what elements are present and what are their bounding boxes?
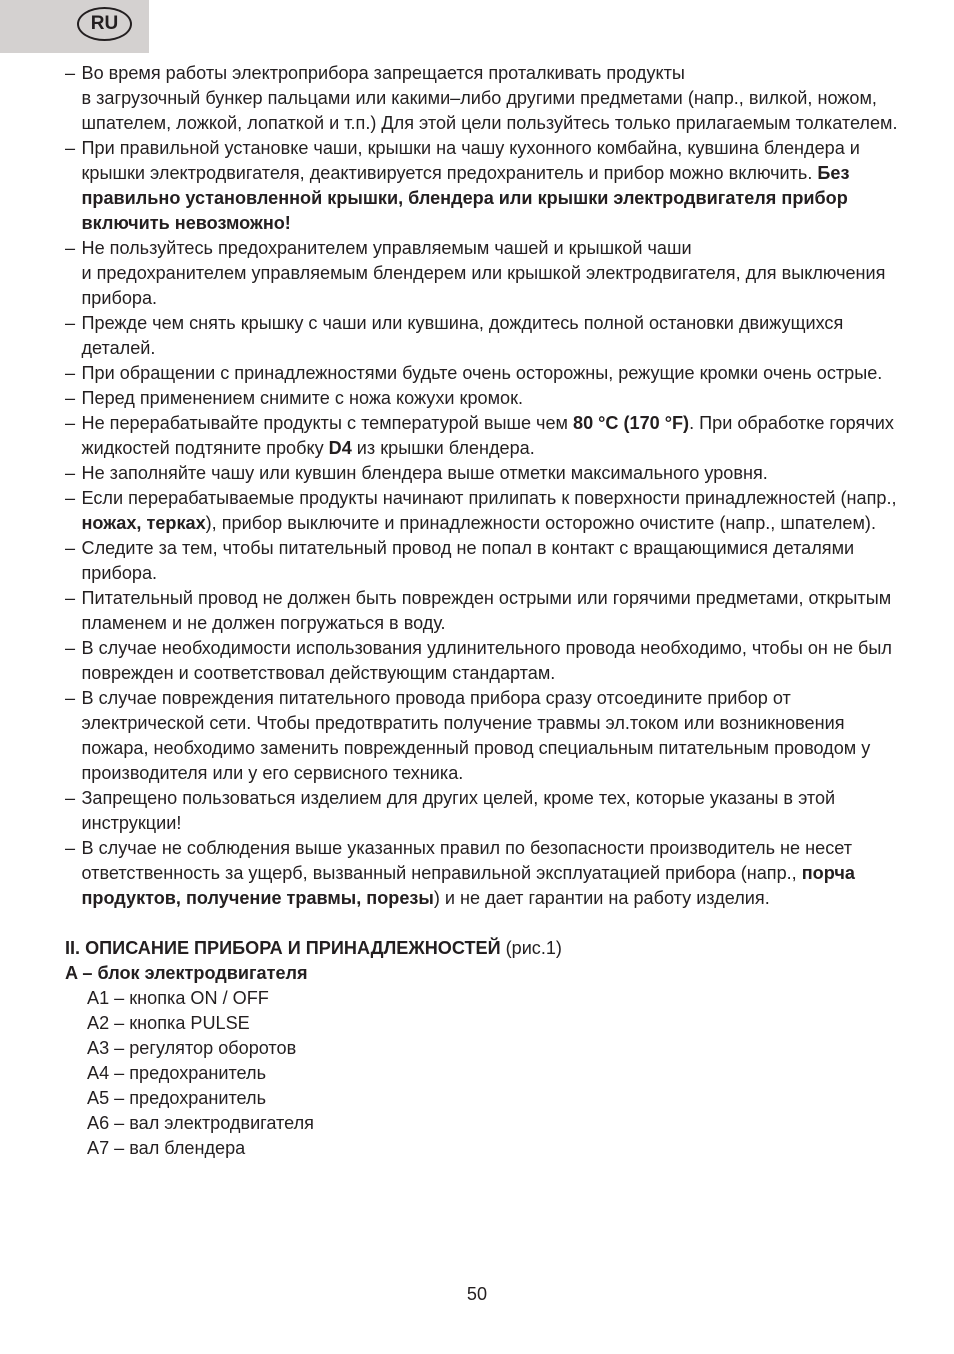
list-dash: –	[65, 838, 76, 858]
safety-rule	[65, 786, 905, 836]
part-item: A4 – предохранитель	[87, 1063, 266, 1083]
rule-text: Прежде чем снять крышку с чаши или кувшина, дождитесь полной остановки движущихся деталей.	[81, 313, 844, 358]
safety-rule	[65, 236, 905, 311]
safety-rule	[65, 586, 905, 636]
list-dash: –	[65, 788, 76, 808]
list-dash: –	[65, 588, 76, 608]
rule-text: При обращении с принадлежностями будьте очень осторожны, режущие кромки очень острые.	[81, 363, 883, 383]
document-body	[65, 61, 905, 1161]
list-dash: –	[65, 688, 76, 708]
rule-text: Питательный провод не должен быть поврежден острыми или горячими предметами, открытым пламенем и не должен погружаться в воду.	[81, 588, 892, 633]
emphasis-text: 80 °C (170 °F)	[573, 413, 690, 433]
rule-text: В случае повреждения питательного провода прибора сразу отсоедините прибор от электрической сети. Чтобы предотвратить получение травмы эл.током или возникновения пожара, необходимо заменить поврежденный провод специальным питательным проводом у производителя или у его сервисного техника.	[81, 688, 871, 783]
list-dash: –	[65, 313, 76, 333]
safety-rule	[65, 536, 905, 586]
part-item: A5 – предохранитель	[87, 1088, 266, 1108]
safety-rule	[65, 136, 905, 236]
safety-rule	[65, 411, 905, 461]
list-dash: –	[65, 538, 76, 558]
list-dash: –	[65, 388, 76, 408]
figure-reference: (рис.1)	[500, 938, 562, 958]
part-item: A6 – вал электродвигателя	[87, 1113, 314, 1133]
safety-rule	[65, 461, 905, 486]
safety-rule	[65, 636, 905, 686]
emphasis-text: ножах, терках	[81, 513, 206, 533]
safety-rule	[65, 486, 905, 536]
rule-text: Запрещено пользоваться изделием для других целей, кроме тех, которые указаны в этой инструкции!	[81, 788, 836, 833]
rule-text: ), прибор выключите и принадлежности осторожно очистите (напр., шпателем).	[205, 513, 876, 533]
safety-rule	[65, 836, 905, 911]
rule-text: Если перерабатываемые продукты начинают прилипать к поверхности принадлежностей (напр.,	[81, 488, 897, 508]
list-dash: –	[65, 363, 76, 383]
safety-rule	[65, 61, 905, 136]
rule-text: При правильной установке чаши, крышки на чашу кухонного комбайна, кувшина блендера и крышки электродвигателя, деактивируется предохранитель и прибор можно включить.	[81, 138, 860, 183]
motor-unit-heading: A – блок электродвигателя	[65, 963, 308, 983]
language-badge: RU	[77, 7, 132, 41]
safety-rule	[65, 361, 905, 386]
emphasis-text: Без правильно установленной крышки, блендера или крышки электродвигателя прибор включить невозможно!	[81, 163, 850, 233]
parts-list	[65, 986, 905, 1161]
part-item: A2 – кнопка PULSE	[87, 1013, 250, 1033]
list-dash: –	[65, 238, 76, 258]
language-tab	[0, 0, 149, 53]
part-item: A3 – регулятор оборотов	[87, 1038, 297, 1058]
rule-text: из крышки блендера.	[351, 438, 535, 458]
rule-text: Следите за тем, чтобы питательный провод не попал в контакт с вращающимися деталями прибора.	[81, 538, 855, 583]
safety-rule	[65, 311, 905, 361]
rule-text: Перед применением снимите с ножа кожухи кромок.	[81, 388, 524, 408]
rule-text: В случае необходимости использования удлинительного провода необходимо, чтобы он не был поврежден и соответствовал действующим стандартам.	[81, 638, 892, 683]
emphasis-text: D4	[328, 438, 352, 458]
section-heading	[65, 936, 905, 961]
list-dash: –	[65, 138, 76, 158]
emphasis-text: порча продуктов, получение травмы, порезы	[81, 863, 855, 908]
rule-text: Не пользуйтесь предохранителем управляемым чашей и крышкой чаши и предохранителем управляемым блендерем или крышкой электродвигателя, для выключения прибора.	[81, 238, 886, 308]
safety-rule	[65, 386, 905, 411]
safety-rules-list	[65, 61, 905, 911]
rule-text: Не заполняйте чашу или кувшин блендера выше отметки максимального уровня.	[81, 463, 768, 483]
list-dash: –	[65, 638, 76, 658]
rule-text: . При обработке горячих жидкостей подтяните пробку	[81, 413, 894, 458]
rule-text: ) и не дает гарантии на работу изделия.	[433, 888, 770, 908]
list-dash: –	[65, 413, 76, 433]
section-title: II. ОПИСАНИЕ ПРИБОРА И ПРИНАДЛЕЖНОСТЕЙ	[65, 938, 501, 958]
page-number: 50	[466, 1284, 488, 1304]
list-dash: –	[65, 463, 76, 483]
safety-rule	[65, 686, 905, 786]
rule-text: Не перерабатывайте продукты с температурой выше чем	[81, 413, 574, 433]
rule-text: В случае не соблюдения выше указанных правил по безопасности производитель не несет ответственность за ущерб, вызванный неправильной эксплуатацией прибора (напр.,	[81, 838, 852, 883]
rule-text: Во время работы электроприбора запрещается проталкивать продукты в загрузочный бункер пальцами или какими–либо другими предметами (напр., вилкой, ножом, шпателем, ложкой, лопаткой и т.п.) Для этой цели пользуйтесь только прилагаемым толкателем.	[81, 63, 898, 133]
list-dash: –	[65, 63, 76, 83]
part-item: A1 – кнопка ON / OFF	[87, 988, 269, 1008]
list-dash: –	[65, 488, 76, 508]
part-item: A7 – вал блендера	[87, 1138, 246, 1158]
